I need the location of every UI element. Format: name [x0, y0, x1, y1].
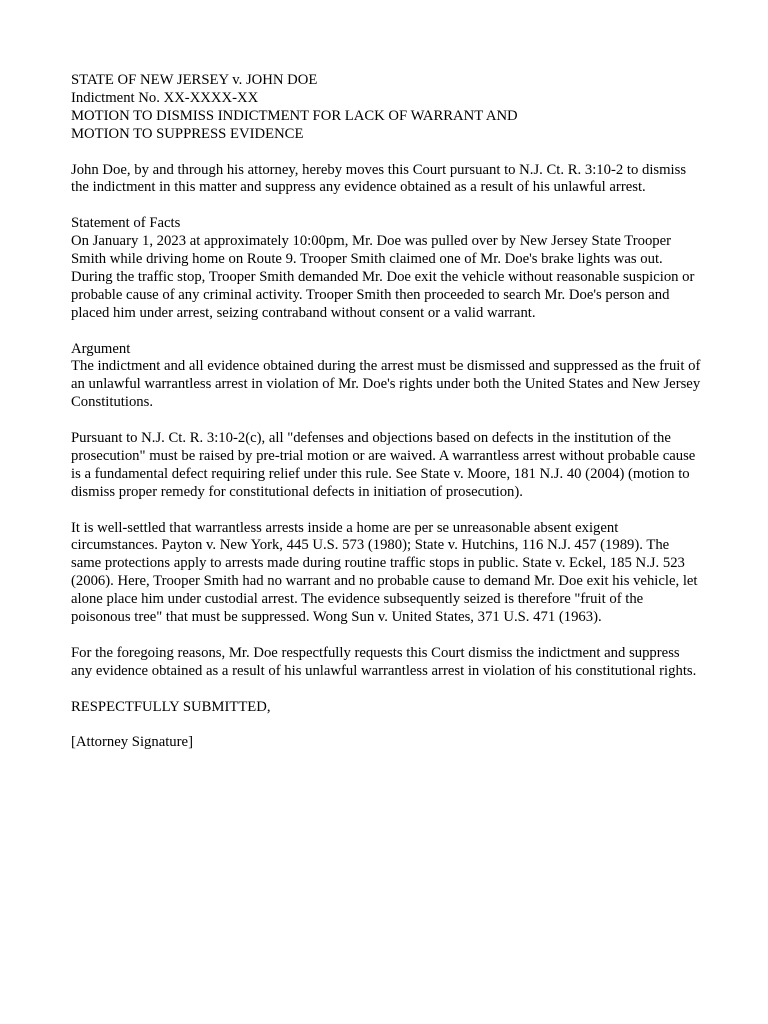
- intro-section: [71, 162, 701, 198]
- argument-paragraph-3-block: [71, 520, 701, 627]
- statement-of-facts-heading: Statement of Facts: [71, 215, 181, 232]
- motion-title-line-1: MOTION TO DISMISS INDICTMENT FOR LACK OF WARRANT AND: [71, 107, 518, 124]
- intro-paragraph: John Doe, by and through his attorney, hereby moves this Court pursuant to N.J. Ct. R. 3:10-2 to dismiss the indictment in this matter and suppress any evidence obtained as a result of his unlawful arrest.: [71, 161, 687, 196]
- argument-section: [71, 341, 701, 413]
- statement-of-facts-section: [71, 215, 701, 322]
- attorney-signature: [Attorney Signature]: [71, 734, 193, 751]
- argument-heading: Argument: [71, 340, 131, 357]
- statement-of-facts-body: On January 1, 2023 at approximately 10:00pm, Mr. Doe was pulled over by New Jersey State Trooper Smith while driving home on Route 9. Trooper Smith claimed one of Mr. Doe's brake lights was out. During the traffic stop, Trooper Smith demanded Mr. Doe exit the vehicle without reasonable suspicion or probable cause of any criminal activity. Trooper Smith then proceeded to search Mr. Doe's person and placed him under arrest, seizing contraband without consent or a valid warrant.: [71, 233, 695, 321]
- argument-paragraph-1: The indictment and all evidence obtained during the arrest must be dismissed and suppressed as the fruit of an unlawful warrantless arrest in violation of Mr. Doe's rights under both the United States and New Jersey Constitutions.: [71, 358, 701, 411]
- indictment-number: Indictment No. XX-XXXX-XX: [71, 89, 259, 106]
- argument-paragraph-2: Pursuant to N.J. Ct. R. 3:10-2(c), all "defenses and objections based on defects in the institution of the prosecution" must be raised by pre-trial motion or are waived. A warrantless arrest without probable cause is a fundamental defect requiring relief under this rule. See State v. Moore, 181 N.J. 40 (2004) (motion to dismiss proper remedy for constitutional defects in initiation of prosecution).: [71, 430, 696, 500]
- legal-document: [71, 72, 701, 770]
- case-caption: [71, 72, 701, 144]
- argument-paragraph-3: It is well-settled that warrantless arrests inside a home are per se unreasonable absent exigent circumstances. Payton v. New York, 445 U.S. 573 (1980); State v. Hutchins, 116 N.J. 457 (1989). The same protections apply to arrests made during routine traffic stops in public. State v. Eckel, 185 N.J. 523 (2006). Here, Trooper Smith had no warrant and no probable cause to demand Mr. Doe exit his vehicle, let alone place him under custodial arrest. The evidence subsequently seized is therefore "fruit of the poisonous tree" that must be suppressed. Wong Sun v. United States, 371 U.S. 471 (1963).: [71, 519, 698, 626]
- signature-block: [71, 734, 701, 752]
- argument-paragraph-2-block: [71, 430, 701, 502]
- conclusion-block: [71, 645, 701, 681]
- submission-block: [71, 699, 701, 717]
- conclusion-paragraph: For the foregoing reasons, Mr. Doe respectfully requests this Court dismiss the indictment and suppress any evidence obtained as a result of his unlawful warrantless arrest in violation of his constitutional rights.: [71, 644, 697, 679]
- respectfully-submitted: RESPECTFULLY SUBMITTED,: [71, 698, 271, 715]
- case-title: STATE OF NEW JERSEY v. JOHN DOE: [71, 72, 318, 88]
- motion-title-line-2: MOTION TO SUPPRESS EVIDENCE: [71, 125, 304, 142]
